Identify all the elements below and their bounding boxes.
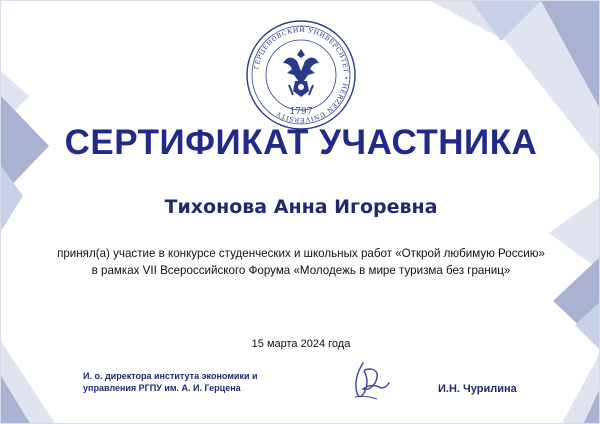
- seal-year: 1797: [289, 107, 313, 117]
- seal-ring-text: ГЕРЦЕНОВСКИЙ УНИВЕРСИТЕТ • HERZEN UNIVERSITY: [253, 26, 350, 124]
- handwritten-signature: [347, 357, 393, 405]
- signatory-name: И.Н. Чурилина: [438, 383, 517, 395]
- signatory-position-line-1: И. о. директора института экономики и: [83, 371, 258, 381]
- certificate-title: СЕРТИФИКАТ УЧАСТНИКА: [64, 123, 538, 162]
- description-line-2: в рамках VII Всероссийского Форума «Молодежь в мире туризма без границ»: [91, 264, 511, 277]
- university-seal-logo: [245, 19, 357, 131]
- description-line-1: принял(а) участие в конкурсе студенческих и школьных работ «Открой любимую Россию»: [57, 247, 545, 260]
- signatory-position: [83, 370, 313, 394]
- signatory-position-line-2: управления РГПУ им. А. И. Герцена: [83, 383, 241, 393]
- double-headed-eagle-icon: [283, 49, 319, 97]
- issue-date: 15 марта 2024 года: [251, 338, 351, 350]
- recipient-name: Тихонова Анна Игоревна: [164, 196, 438, 218]
